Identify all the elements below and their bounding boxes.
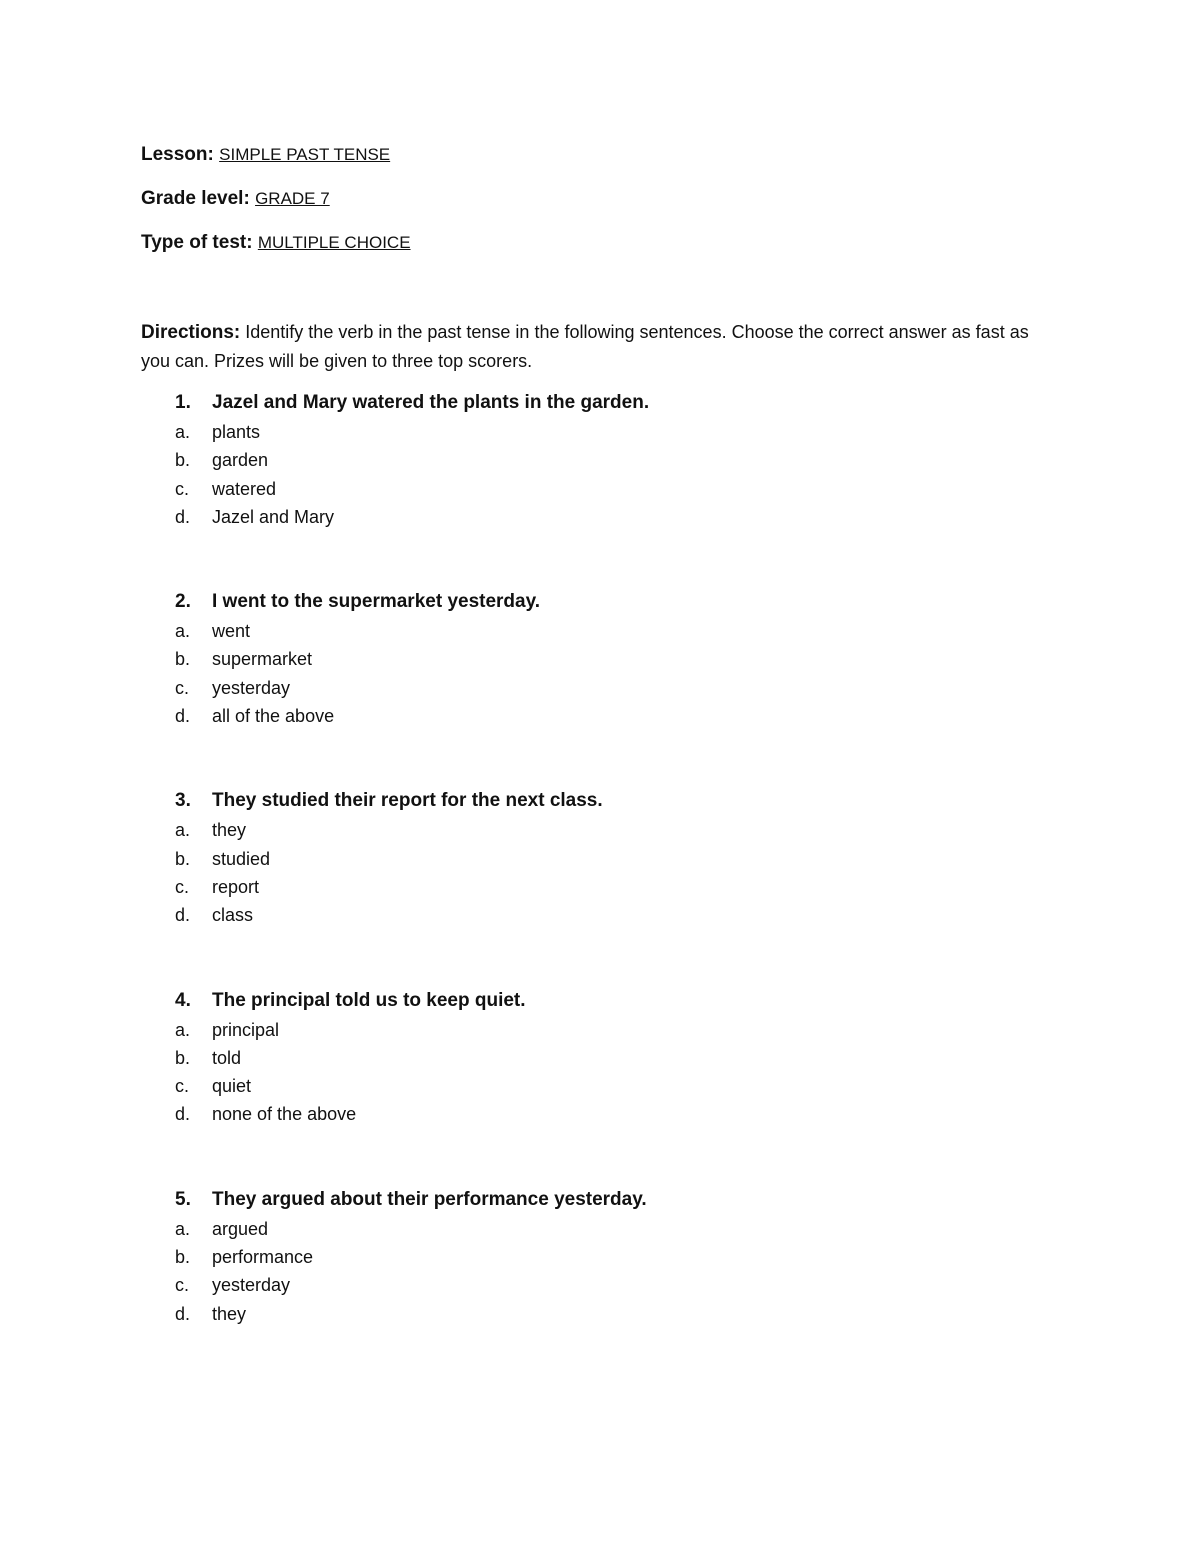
answer-option [141,617,1061,645]
question-text: They studied their report for the next class. [212,790,603,812]
option-text: performance [212,1247,314,1268]
answer-option [141,1072,1061,1100]
answer-option [141,503,1061,531]
option-letter: b. [175,649,191,670]
answer-option [141,845,1061,873]
question-item [141,986,1061,1129]
option-letter: a. [175,1218,191,1239]
question-number: 1. [175,392,191,413]
answer-option [141,1300,1061,1328]
answer-option [141,475,1061,503]
option-text: went [212,621,251,642]
document-page [141,140,1061,1384]
answer-option [141,702,1061,730]
directions-label: Directions: [141,322,241,343]
question-text: The principal told us to keep quiet. [212,989,526,1011]
option-text: yesterday [212,1275,291,1296]
option-text: yesterday [212,677,291,698]
option-letter: b. [175,1247,191,1268]
question-stem [141,986,1061,1016]
answer-option [141,1044,1061,1072]
grade-level-label: Grade level: [141,188,250,209]
question-item [141,786,1061,929]
answer-option [141,901,1061,929]
option-letter: c. [175,1275,190,1296]
lesson-line [141,140,1061,170]
lesson-label: Lesson: [141,144,214,165]
question-stem [141,786,1061,816]
option-letter: d. [175,1303,191,1324]
option-text: report [212,876,260,897]
question-stem [141,587,1061,617]
option-letter: c. [175,1076,190,1097]
question-number: 4. [175,989,191,1011]
question-number: 5. [175,1188,191,1210]
option-letter: c. [175,876,190,897]
question-item [141,1185,1061,1328]
question-stem [141,388,1061,418]
option-text: quiet [212,1076,252,1097]
answer-option [141,816,1061,844]
question-text: They argued about their performance yesterday. [212,1188,647,1210]
question-list [141,388,1061,1328]
answer-option [141,446,1061,474]
answer-option [141,873,1061,901]
option-text: they [212,820,247,841]
option-text: watered [212,478,277,499]
lesson-value: SIMPLE PAST TENSE [219,145,391,164]
option-letter: d. [175,905,191,926]
option-letter: b. [175,450,191,471]
answer-option [141,645,1061,673]
test-type-line [141,228,1061,258]
question-item [141,587,1061,730]
test-type-value: MULTIPLE CHOICE [257,233,411,252]
answer-option [141,1016,1061,1044]
option-text: principal [212,1019,280,1040]
grade-level-value: GRADE 7 [255,189,330,208]
option-text: plants [212,422,261,442]
directions-text: Identify the verb in the past tense in the following sentences. Choose the correct answer as fast as you can. Prizes will be given to three top scorers. [141,322,1029,371]
option-letter: a. [175,1019,191,1040]
option-letter: b. [175,848,191,869]
answer-option [141,674,1061,702]
option-letter: a. [175,422,191,442]
option-letter: d. [175,1104,191,1125]
option-text: Jazel and Mary [212,506,335,527]
option-text: supermarket [212,649,313,670]
option-text: all of the above [212,706,335,727]
answer-option [141,1243,1061,1271]
answer-option [141,1100,1061,1128]
option-letter: c. [175,478,190,499]
question-item [141,388,1061,531]
question-text: Jazel and Mary watered the plants in the garden. [212,392,650,413]
question-text: I went to the supermarket yesterday. [212,591,541,613]
question-number: 3. [175,790,191,812]
option-letter: b. [175,1047,191,1068]
option-letter: a. [175,621,191,642]
question-stem [141,1185,1061,1215]
answer-option [141,1215,1061,1243]
option-text: argued [212,1218,269,1239]
option-letter: d. [175,706,191,727]
option-text: told [212,1047,242,1068]
option-text: class [212,905,254,926]
option-text: garden [212,450,269,471]
directions-paragraph [141,318,1061,376]
option-text: they [212,1303,247,1324]
option-letter: c. [175,677,190,698]
question-number: 2. [175,591,191,613]
answer-option [141,418,1061,446]
answer-option [141,1271,1061,1299]
option-letter: d. [175,506,191,527]
option-text: none of the above [212,1104,357,1125]
test-type-label: Type of test: [141,232,253,253]
option-text: studied [212,848,271,869]
grade-level-line [141,184,1061,214]
option-letter: a. [175,820,191,841]
